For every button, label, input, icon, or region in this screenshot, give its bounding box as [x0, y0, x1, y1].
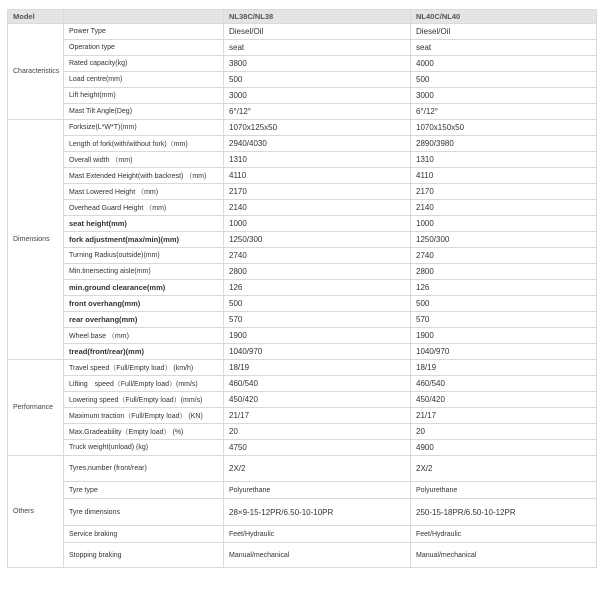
header-model: Model: [8, 10, 64, 24]
spec-row: [8, 216, 597, 232]
param-label: Mast Extended Height(with backrest) （mm): [64, 168, 224, 184]
spec-row: [8, 456, 597, 482]
param-label: Service braking: [64, 526, 224, 543]
spec-row: [8, 543, 597, 568]
param-label: Rated capacity(kg): [64, 56, 224, 72]
value-model-1: Diesel/Oil: [224, 24, 411, 40]
value-model-2: 4000: [411, 56, 597, 72]
spec-row: [8, 104, 597, 120]
param-label: Mast Lowered Height （mm): [64, 184, 224, 200]
spec-row: [8, 376, 597, 392]
value-model-1: 1900: [224, 328, 411, 344]
spec-row: [8, 392, 597, 408]
param-label: Min.tinersecting aisle(mm): [64, 264, 224, 280]
value-model-1: Polyurethane: [224, 482, 411, 499]
param-label: Maximum traction（Full/Empty load） (KN): [64, 408, 224, 424]
param-label: Travel speed（Full/Empty load） (km/h): [64, 360, 224, 376]
value-model-2: 1070x150x50: [411, 120, 597, 136]
spec-row: [8, 72, 597, 88]
value-model-1: 460/540: [224, 376, 411, 392]
group-label: Dimensions: [8, 120, 64, 360]
param-label: Overall width （mm): [64, 152, 224, 168]
spec-row: [8, 482, 597, 499]
value-model-2: 500: [411, 72, 597, 88]
value-model-1: 18/19: [224, 360, 411, 376]
spec-row: [8, 312, 597, 328]
spec-row: [8, 360, 597, 376]
value-model-2: 3000: [411, 88, 597, 104]
value-model-1: 2800: [224, 264, 411, 280]
param-label: rear overhang(mm): [64, 312, 224, 328]
spec-row: [8, 24, 597, 40]
value-model-1: 4110: [224, 168, 411, 184]
param-label: front overhang(mm): [64, 296, 224, 312]
spec-row: [8, 280, 597, 296]
spec-row: [8, 120, 597, 136]
spec-row: [8, 56, 597, 72]
value-model-2: 250-15-18PR/6.50-10-12PR: [411, 499, 597, 526]
value-model-1: 21/17: [224, 408, 411, 424]
spec-row: [8, 328, 597, 344]
param-label: seat height(mm): [64, 216, 224, 232]
param-label: Tyre type: [64, 482, 224, 499]
spec-row: [8, 408, 597, 424]
value-model-2: 1040/970: [411, 344, 597, 360]
spec-row: [8, 526, 597, 543]
value-model-1: 1310: [224, 152, 411, 168]
group-label: Performance: [8, 360, 64, 456]
value-model-1: Manual/mechanical: [224, 543, 411, 568]
param-label: Tyres,number (front/rear): [64, 456, 224, 482]
value-model-1: 2140: [224, 200, 411, 216]
spec-row: [8, 200, 597, 216]
spec-row: [8, 40, 597, 56]
value-model-1: 28×9-15-12PR/6.50-10-10PR: [224, 499, 411, 526]
spec-row: [8, 168, 597, 184]
value-model-1: 20: [224, 424, 411, 440]
header-blank: [64, 10, 224, 24]
header-model-2: NL40C/NL40: [411, 10, 597, 24]
param-label: Truck weight(unload) (kg): [64, 440, 224, 456]
header-row: [8, 10, 597, 24]
param-label: Mast Tilt Angle(Deg): [64, 104, 224, 120]
param-label: Turning Radius(outside)(mm): [64, 248, 224, 264]
value-model-2: 20: [411, 424, 597, 440]
value-model-2: seat: [411, 40, 597, 56]
spec-row: [8, 424, 597, 440]
spec-row: [8, 296, 597, 312]
spec-row: [8, 88, 597, 104]
value-model-1: 2740: [224, 248, 411, 264]
value-model-2: 21/17: [411, 408, 597, 424]
value-model-2: 4900: [411, 440, 597, 456]
value-model-1: 500: [224, 72, 411, 88]
value-model-2: 1000: [411, 216, 597, 232]
param-label: Lowering speed（Full/Empty load）(mm/s): [64, 392, 224, 408]
value-model-1: 1070x125x50: [224, 120, 411, 136]
value-model-1: 1000: [224, 216, 411, 232]
param-label: Power Type: [64, 24, 224, 40]
value-model-1: 570: [224, 312, 411, 328]
param-label: Forksize(L*W*T)(mm): [64, 120, 224, 136]
value-model-2: 6°/12°: [411, 104, 597, 120]
spec-row: [8, 499, 597, 526]
value-model-2: 4110: [411, 168, 597, 184]
param-label: Operation type: [64, 40, 224, 56]
value-model-1: seat: [224, 40, 411, 56]
value-model-1: 2X/2: [224, 456, 411, 482]
value-model-2: 18/19: [411, 360, 597, 376]
param-label: Stopping braking: [64, 543, 224, 568]
value-model-2: 1250/300: [411, 232, 597, 248]
value-model-2: Polyurethane: [411, 482, 597, 499]
spec-row: [8, 232, 597, 248]
spec-row: [8, 344, 597, 360]
param-label: Lifting speed（Full/Empty load）(mm/s): [64, 376, 224, 392]
param-label: Lift height(mm): [64, 88, 224, 104]
param-label: Load centre(mm): [64, 72, 224, 88]
value-model-1: 500: [224, 296, 411, 312]
value-model-2: Feet/Hydraulic: [411, 526, 597, 543]
value-model-1: 1040/970: [224, 344, 411, 360]
value-model-1: 126: [224, 280, 411, 296]
value-model-1: Feet/Hydraulic: [224, 526, 411, 543]
spec-row: [8, 440, 597, 456]
spec-row: [8, 136, 597, 152]
value-model-2: 1310: [411, 152, 597, 168]
value-model-1: 2170: [224, 184, 411, 200]
value-model-2: 460/540: [411, 376, 597, 392]
group-label: Characteristics: [8, 24, 64, 120]
value-model-2: 2890/3980: [411, 136, 597, 152]
param-label: Max.Gradeability（Empty load） (%): [64, 424, 224, 440]
param-label: Wheel base （mm): [64, 328, 224, 344]
value-model-2: 1900: [411, 328, 597, 344]
value-model-1: 2940/4030: [224, 136, 411, 152]
spec-row: [8, 248, 597, 264]
param-label: fork adjustment(max/min)(mm): [64, 232, 224, 248]
value-model-2: 2740: [411, 248, 597, 264]
group-label: Others: [8, 456, 64, 568]
spec-row: [8, 264, 597, 280]
value-model-2: Manual/mechanical: [411, 543, 597, 568]
spec-row: [8, 152, 597, 168]
param-label: Overhead Guard Height （mm): [64, 200, 224, 216]
value-model-2: 2140: [411, 200, 597, 216]
spec-body: [8, 24, 597, 568]
value-model-2: 570: [411, 312, 597, 328]
value-model-2: 126: [411, 280, 597, 296]
value-model-1: 450/420: [224, 392, 411, 408]
header-model-1: NL38C/NL38: [224, 10, 411, 24]
param-label: tread(front/rear)(mm): [64, 344, 224, 360]
spec-row: [8, 184, 597, 200]
value-model-1: 4750: [224, 440, 411, 456]
param-label: Length of fork(with/without fork)（mm): [64, 136, 224, 152]
value-model-1: 1250/300: [224, 232, 411, 248]
param-label: min.ground clearance(mm): [64, 280, 224, 296]
value-model-1: 3800: [224, 56, 411, 72]
value-model-2: 2800: [411, 264, 597, 280]
param-label: Tyre dimensions: [64, 499, 224, 526]
value-model-1: 6°/12°: [224, 104, 411, 120]
value-model-2: 2170: [411, 184, 597, 200]
value-model-2: 500: [411, 296, 597, 312]
value-model-2: 2X/2: [411, 456, 597, 482]
value-model-2: 450/420: [411, 392, 597, 408]
value-model-1: 3000: [224, 88, 411, 104]
value-model-2: Diesel/Oil: [411, 24, 597, 40]
spec-table: [7, 9, 597, 568]
